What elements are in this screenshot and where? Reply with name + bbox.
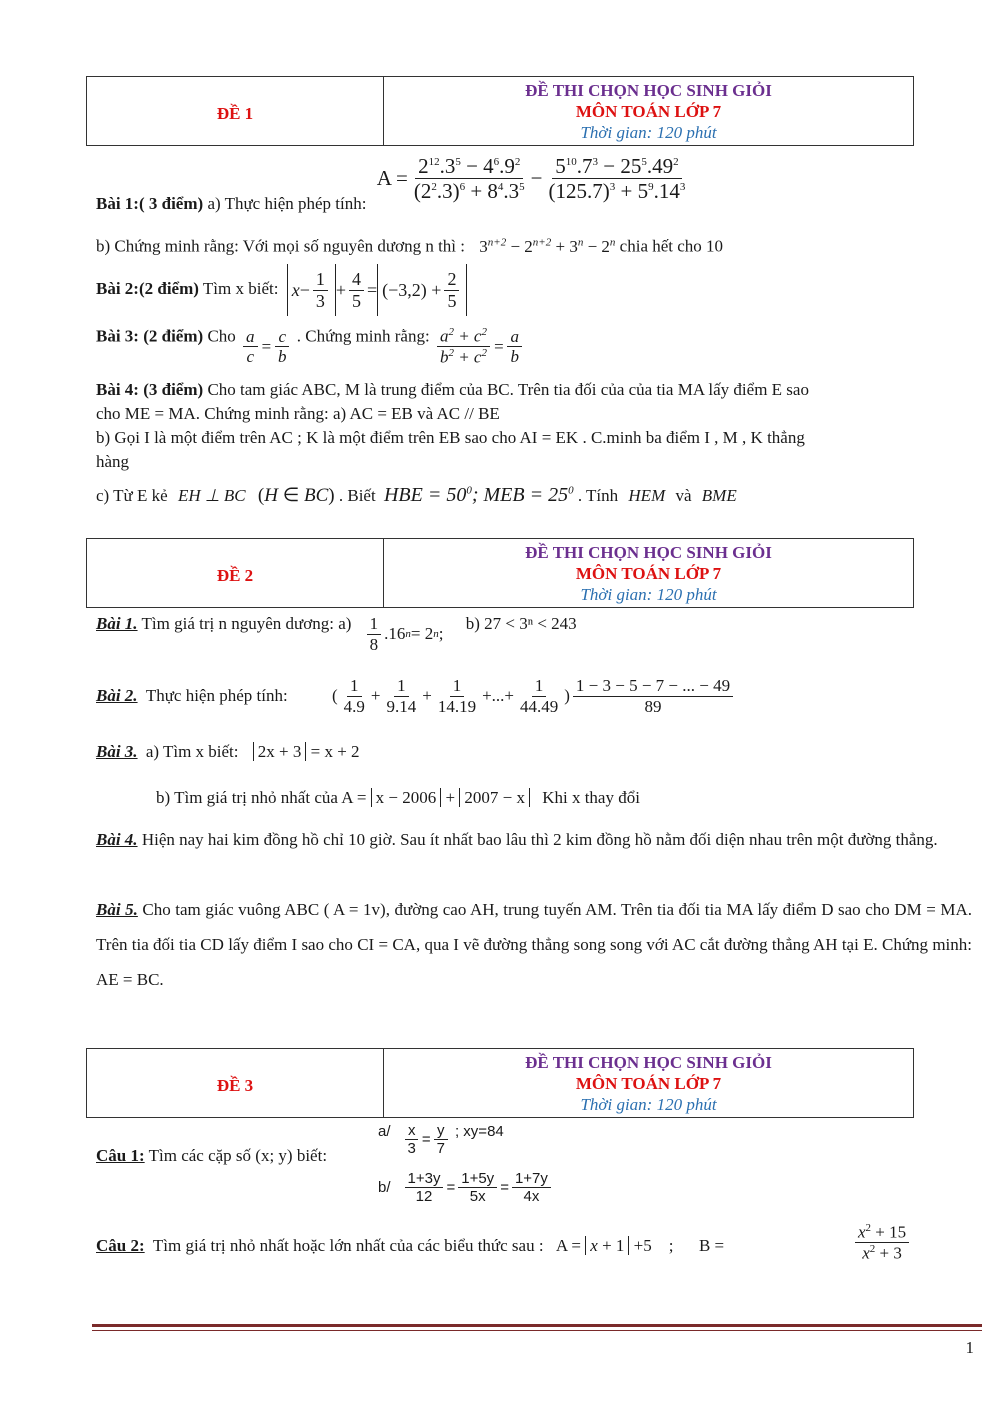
de2-header-box: [86, 538, 914, 608]
de3-time: Thời gian: 120 phút: [580, 1094, 717, 1114]
de1-time: Thời gian: 120 phút: [580, 122, 717, 142]
footer-rule-thin: [92, 1330, 982, 1331]
de1-header-box: [86, 76, 914, 146]
de2-subject: MÔN TOÁN LỚP 7: [575, 563, 722, 583]
de3-subject: MÔN TOÁN LỚP 7: [575, 1073, 722, 1093]
de1-subject: MÔN TOÁN LỚP 7: [575, 101, 722, 121]
de1-bai1-formula: A = $\frac{2^{12}.3^5 - 4^6.9^2}{(2^2.3)^6 + 8^4.3^5}$ − $\frac{5^{10}.7^3 - 25^5.49^2}{(125.7)^3 + 5^9.14^3}$: [376, 154, 686, 204]
de2-bai3b: b) Tìm giá trị nhỏ nhất của A = x − 2006 + 2007 − x Khi x thay đổi: [156, 788, 640, 807]
de1-label: ĐỀ 1: [87, 77, 384, 145]
de1-bai1-label: Bài 1:( 3 điểm): [96, 194, 204, 214]
de1-bai2: Bài 2:(2 điểm) Tìm x biết: x − $\frac{1}{3}$ + $\frac{4}{5}$ = (−3,2) + $\frac{2}{5}$: [96, 264, 467, 316]
de3-cau2-b-fraction: $\frac{x^2 + 15}{x^2 + 3}$: [852, 1222, 912, 1263]
footer-rule: [92, 1324, 982, 1327]
de2-bai4: Bài 4. Hiện nay hai kim đồng hồ chỉ 10 giờ. Sau ít nhất bao lâu thì 2 kim đồng hồ nằm đối diện nhau trên một đường thẳng.: [96, 830, 938, 849]
de1-title: ĐỀ THI CHỌN HỌC SINH GIỎI: [525, 80, 772, 100]
de3-header-box: [86, 1048, 914, 1118]
de1-bai1-text: a) Thực hiện phép tính:: [207, 194, 367, 214]
de2-label: ĐỀ 2: [87, 539, 384, 607]
de2-time: Thời gian: 120 phút: [580, 584, 717, 604]
de3-cau2: Câu 2: Tìm giá trị nhỏ nhất hoặc lớn nhất của các biểu thức sau : A = x + 1 +5 ; B =: [96, 1236, 725, 1255]
de3-label: ĐỀ 3: [87, 1049, 384, 1117]
de2-bai3a: Bài 3. a) Tìm x biết: 2x + 3 = x + 2: [96, 742, 360, 761]
de3-title: ĐỀ THI CHỌN HỌC SINH GIỎI: [525, 1052, 772, 1072]
de3-cau1: Câu 1: Tìm các cặp số (x; y) biết:: [96, 1146, 328, 1165]
de2-bai1: Bài 1. Tìm giá trị n nguyên dương: a) $\frac{1}{8}$ .16 n = 2 n ; b) 27 < 3ⁿ < 243: [96, 614, 577, 654]
de2-bai5: Bài 5. Cho tam giác vuông ABC ( A = 1v), đường cao AH, trung tuyến AM. Trên tia đối tia MA lấy điểm D sao cho DM = MA. Trên tia đối tia CD lấy điểm I sao cho CI = CA, qua I vẽ đường thẳng song song với AC cắt đường thẳng AH tại E. Chứng minh: AE = BC.: [96, 900, 973, 989]
de2-bai2: Bài 2. Thực hiện phép tính: ( $\frac{1}{4.9}$ + $\frac{1}{9.14}$ + $\frac{1}{14.19}$ +...+ $\frac{1}{44.49}$ ) $\frac{1 - 3 - 5 - 7 - ... - 49}{89}$: [96, 676, 736, 716]
de1-bai4-line3: b) Gọi I là một điểm trên AC ; K là một điểm trên EB sao cho AI = EK . C.minh ba điểm I , M , K thẳng: [96, 428, 805, 447]
de3-cau1b: b/ $\frac{1+3y}{12}$ = $\frac{1+5y}{5x}$ = $\frac{1+7y}{4x}$: [378, 1170, 554, 1206]
de1-bai2-formula: x − $\frac{1}{3}$ + $\frac{4}{5}$ = (−3,2) + $\frac{2}{5}$: [287, 264, 468, 316]
de2-title: ĐỀ THI CHỌN HỌC SINH GIỎI: [525, 542, 772, 562]
de1-bai4-c: c) Từ E kẻ EH ⊥ BC (H ∈ BC) . Biết HBE = $50^0$; MEB = $25^0$ . Tính HEM và BME: [96, 484, 737, 506]
de1-bai1b: b) Chứng minh rằng: Với mọi số nguyên dương n thì : $3^{n+2} - 2^{n+2} + 3^n - 2^n$ chia hết cho 10: [96, 236, 724, 256]
de1-bai3: Bài 3: (2 điểm) Cho $\frac{a}{c}$ = $\frac{c}{b}$ . Chứng minh rằng: $\frac{a^2 + c^2}{b^2 + c^2}$ = $\frac{a}{b}$: [96, 326, 525, 367]
de1-bai4-line2: cho ME = MA. Chứng minh rằng: a) AC = EB và AC // BE: [96, 404, 500, 423]
de1-bai4-line1: Bài 4: (3 điểm) Cho tam giác ABC, M là trung điểm của BC. Trên tia đối của của tia MA lấy điểm E sao: [96, 380, 809, 399]
de3-cau1a: a/ $\frac{x}{3}$ = $\frac{y}{7}$ ; xy=84: [378, 1122, 504, 1158]
de1-bai4-line4: hàng: [96, 452, 130, 471]
de1-bai1: [96, 148, 691, 214]
page-number: 1: [965, 1338, 974, 1357]
